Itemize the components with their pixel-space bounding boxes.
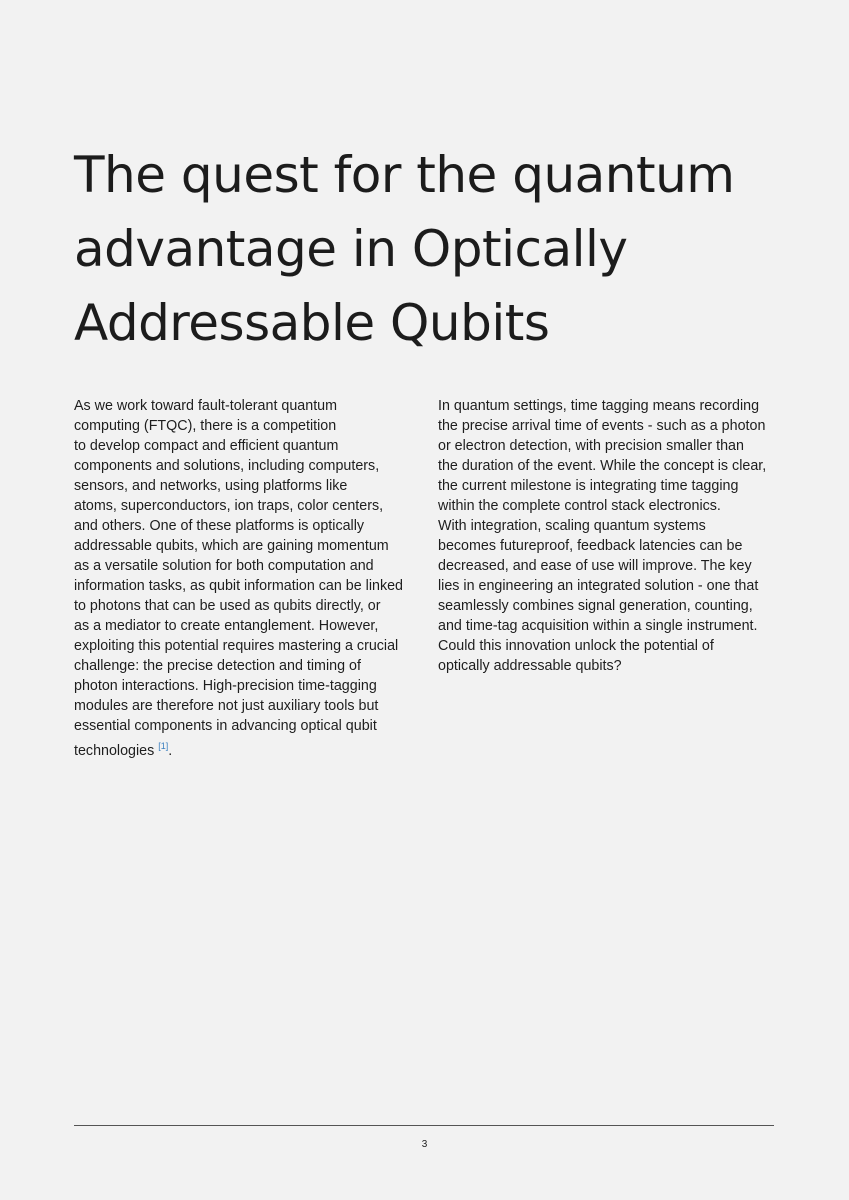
right-column-paragraph <box>438 396 783 676</box>
footer-divider <box>74 1125 774 1126</box>
text-line: information tasks, as qubit information can be linked <box>74 578 404 594</box>
title-line: advantage in Optically <box>74 220 628 278</box>
text-line: As we work toward fault-tolerant quantum <box>74 398 338 414</box>
text-line: seamlessly combines signal generation, counting, <box>438 598 753 614</box>
text-line: the duration of the event. While the concept is clear, <box>438 458 767 474</box>
text-line: the precise arrival time of events - such as a photon <box>438 418 766 434</box>
text-line: modules are therefore not just auxiliary tools but <box>74 698 379 714</box>
text-line: atoms, superconductors, ion traps, color centers, <box>74 498 384 514</box>
text-line: within the complete control stack electronics. <box>438 498 721 514</box>
text-line: the current milestone is integrating time tagging <box>438 478 739 494</box>
title-line: Addressable Qubits <box>74 294 550 352</box>
text-line: or electron detection, with precision smaller than <box>438 438 744 454</box>
text-line: to photons that can be used as qubits directly, or <box>74 598 381 614</box>
page-number: 3 <box>421 1139 428 1150</box>
text-line: photon interactions. High-precision time-tagging <box>74 678 377 694</box>
text-line: decreased, and ease of use will improve. The key <box>438 558 752 574</box>
text-line: Could this innovation unlock the potential of <box>438 638 714 654</box>
text-fragment: . <box>168 743 173 759</box>
text-line: computing (FTQC), there is a competition <box>74 418 337 434</box>
text-line: exploiting this potential requires mastering a crucial <box>74 638 399 654</box>
text-line: as a mediator to create entanglement. However, <box>74 618 379 634</box>
text-line: challenge: the precise detection and timing of <box>74 658 361 674</box>
text-line: components and solutions, including computers, <box>74 458 380 474</box>
text-line: In quantum settings, time tagging means recording <box>438 398 760 414</box>
text-line: essential components in advancing optical qubit <box>74 718 377 734</box>
text-line: to develop compact and efficient quantum <box>74 438 339 454</box>
text-line: addressable qubits, which are gaining momentum <box>74 538 389 554</box>
left-column-paragraph <box>74 396 419 761</box>
text-line: becomes futureproof, feedback latencies can be <box>438 538 743 554</box>
text-line: optically addressable qubits? <box>438 658 622 674</box>
text-line: With integration, scaling quantum systems <box>438 518 706 534</box>
title-line: The quest for the quantum <box>74 146 735 204</box>
page-title <box>74 138 794 360</box>
text-line: sensors, and networks, using platforms like <box>74 478 348 494</box>
text-line <box>74 736 419 761</box>
reference-link[interactable]: [1] <box>158 741 169 751</box>
text-line: and time-tag acquisition within a single instrument. <box>438 618 758 634</box>
text-line: lies in engineering an integrated solution - one that <box>438 578 759 594</box>
text-line: as a versatile solution for both computation and <box>74 558 374 574</box>
text-fragment: technologies <box>74 743 155 759</box>
text-line: and others. One of these platforms is optically <box>74 518 365 534</box>
